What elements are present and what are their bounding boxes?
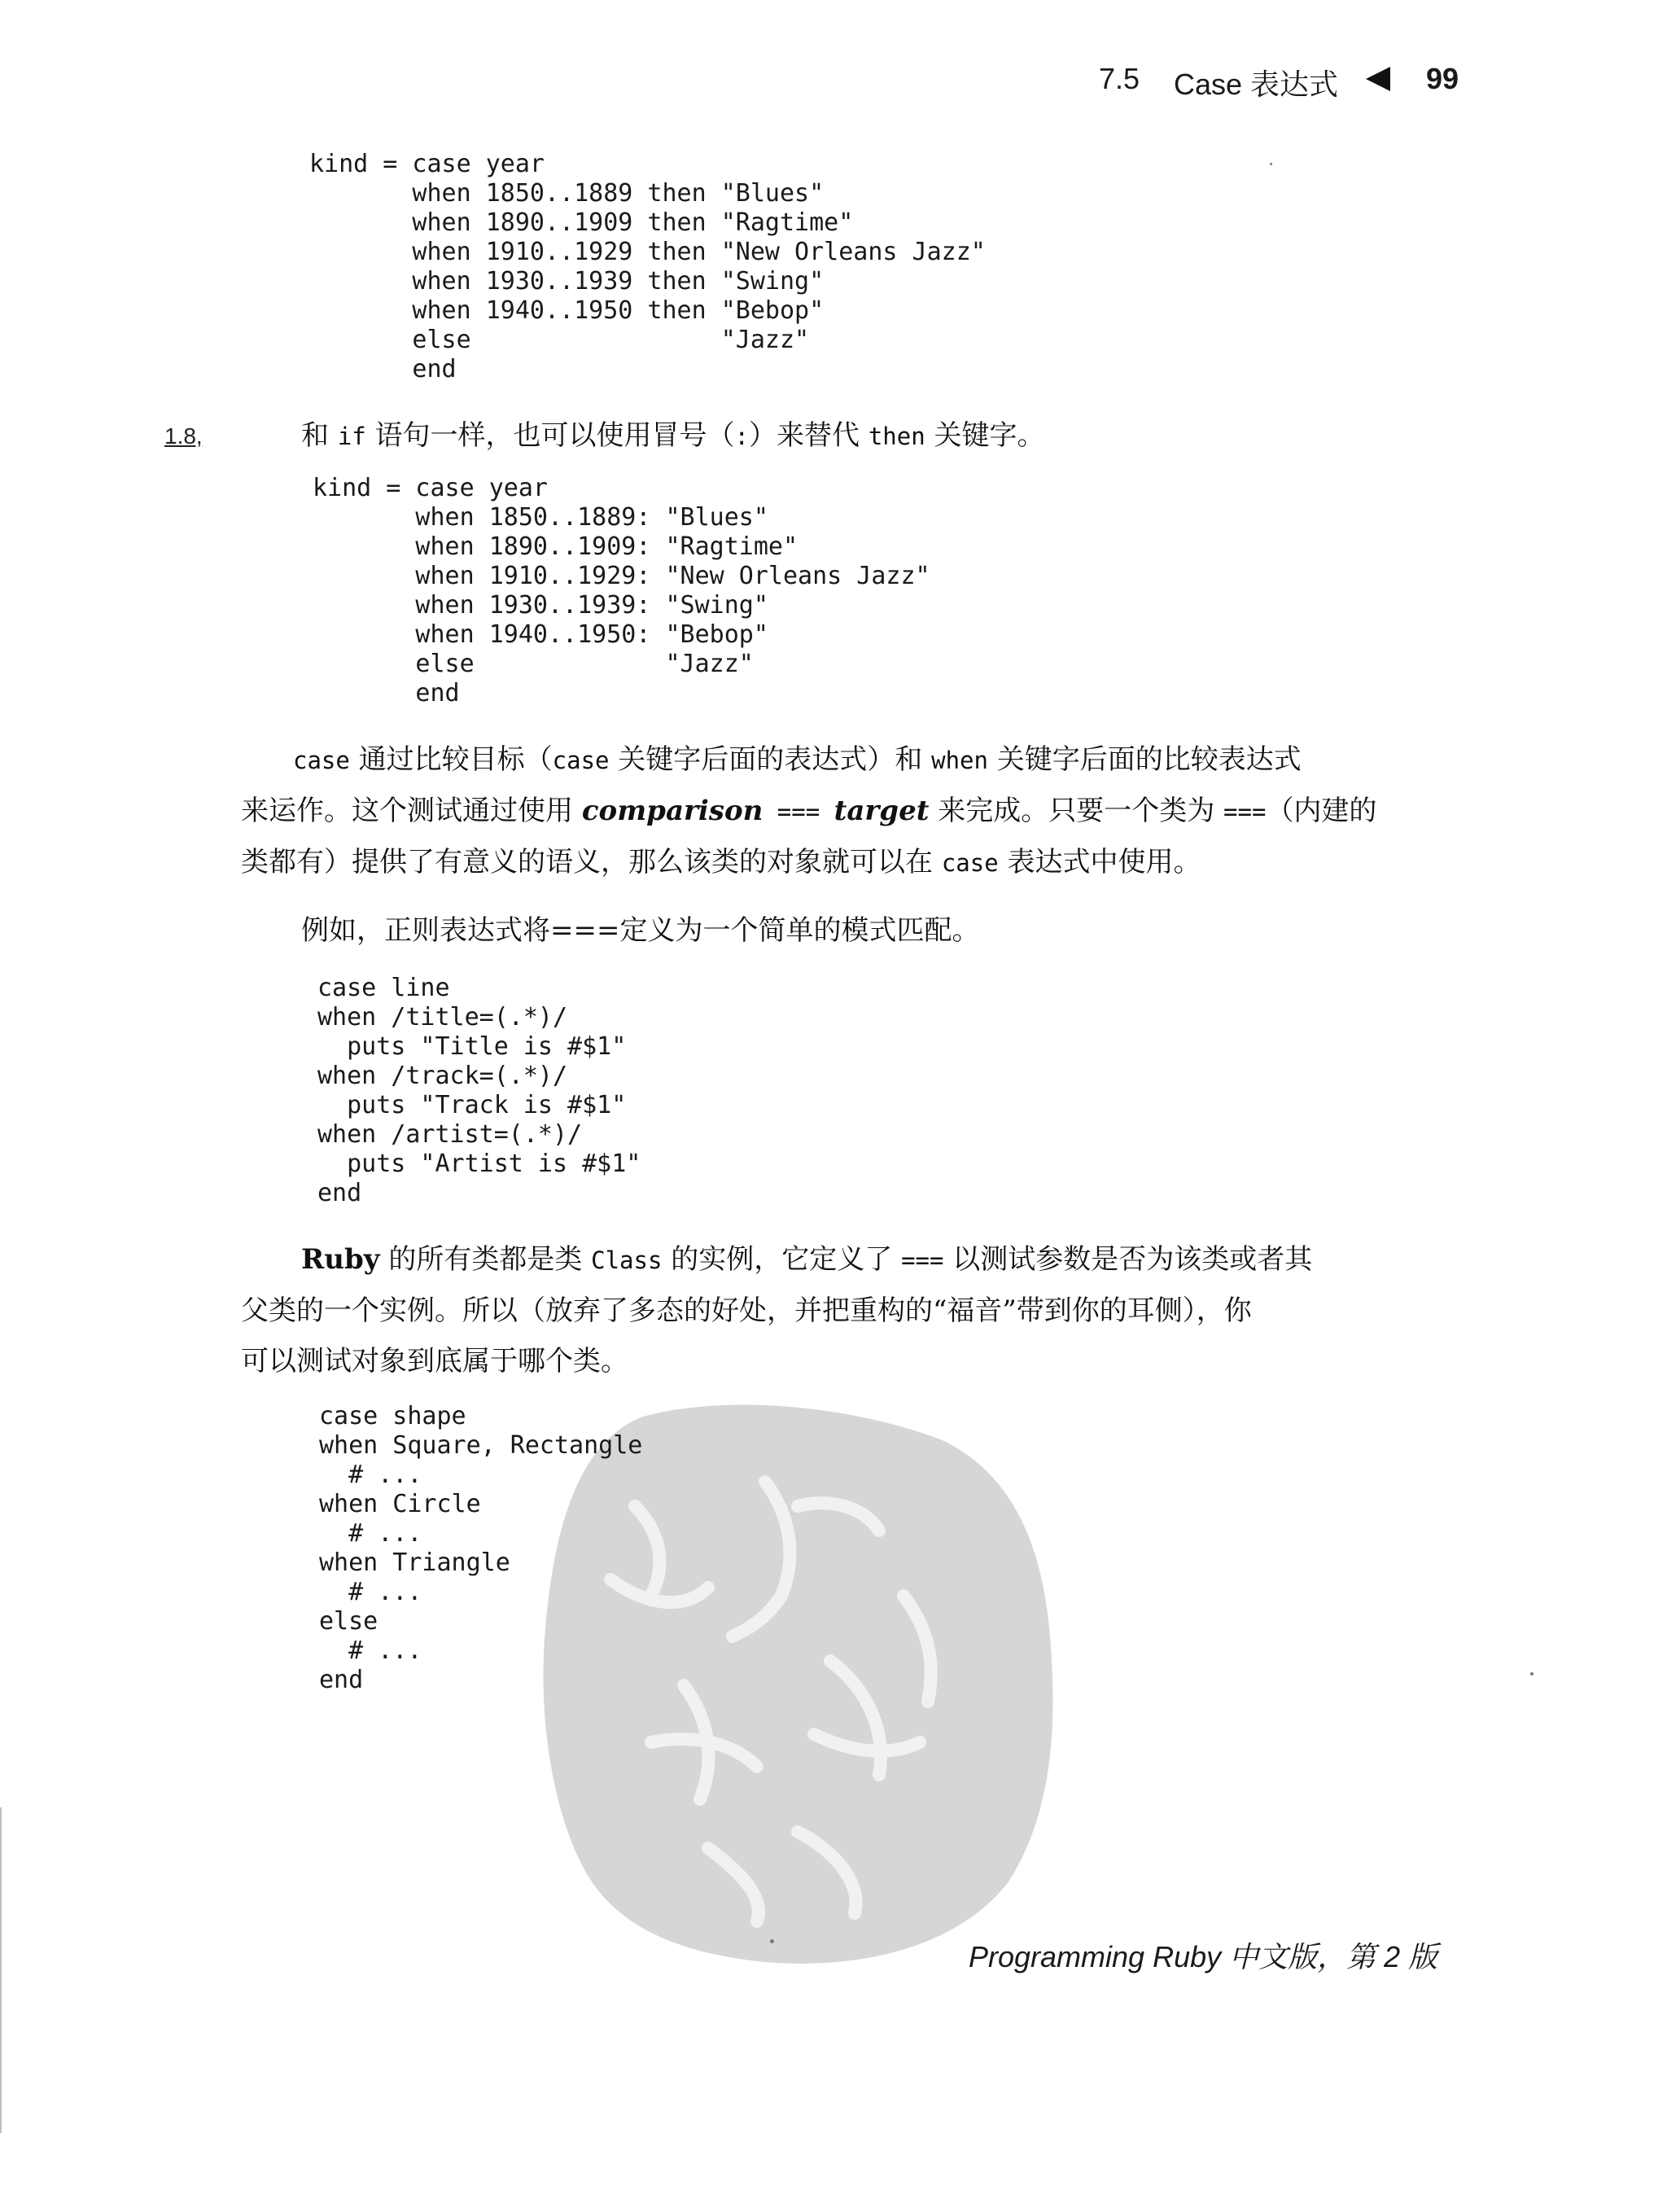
code-line: end: [309, 355, 457, 383]
text-run: 表达式中使用。: [998, 846, 1201, 878]
code-line: # ...: [319, 1461, 422, 1489]
paragraph-line: [241, 837, 1446, 888]
inline-code: then: [868, 423, 925, 450]
inline-code: case: [941, 849, 999, 877]
code-line: when Square, Rectangle: [319, 1431, 643, 1460]
scan-speck: [1530, 1672, 1534, 1675]
code-line: # ...: [319, 1578, 422, 1606]
code-line: when 1890..1909: "Ragtime": [313, 532, 798, 561]
text-run: 来完成。只要一个类为: [929, 795, 1224, 827]
code-line: when 1910..1929: "New Orleans Jazz": [313, 562, 930, 590]
inline-code: case: [293, 747, 350, 774]
code-line: else: [319, 1607, 378, 1636]
paragraph-line: 可以测试对象到底属于哪个类。: [241, 1345, 628, 1378]
inline-code: case: [552, 747, 610, 774]
emphasis-text: target: [834, 795, 930, 827]
code-block-regex: [317, 974, 641, 1208]
text-run: 和: [301, 419, 338, 452]
code-block-case-then: [309, 150, 986, 384]
scan-edge-line: [0, 1807, 2, 2133]
margin-note: 1.8,: [164, 423, 203, 449]
section-number: 7.5: [1099, 62, 1140, 95]
code-line: when 1940..1950: "Bebop": [313, 620, 768, 649]
paragraph-line: [241, 786, 1446, 837]
code-line: when 1850..1889: "Blues": [313, 503, 768, 532]
code-line: else "Jazz": [313, 650, 754, 678]
text-run: 的所有类都是类: [379, 1243, 592, 1276]
code-line: end: [313, 679, 460, 707]
text-run: 的实例，它定义了: [662, 1243, 902, 1276]
code-line: when 1940..1950 then "Bebop": [309, 296, 825, 325]
code-block-case-colon: [313, 474, 930, 708]
running-footer: Programming Ruby 中文版，第 2 版: [969, 1940, 1438, 1973]
code-block-class-shape: [319, 1402, 642, 1695]
code-line: when 1850..1889 then "Blues": [309, 179, 825, 208]
text-run: 以测试参数是否为该类或者其: [943, 1243, 1313, 1276]
code-line: # ...: [319, 1636, 422, 1665]
inline-code: :: [734, 423, 750, 450]
paragraph-line: 父类的一个实例。所以（放弃了多态的好处，并把重构的“福音”带到你的耳侧），你: [241, 1294, 1252, 1327]
inline-code: ===: [1223, 798, 1267, 826]
emphasis-text: comparison: [581, 795, 763, 827]
running-header: [1091, 55, 1481, 104]
code-line: when Circle: [319, 1490, 481, 1518]
code-line: when 1910..1929 then "New Orleans Jazz": [309, 238, 986, 266]
paragraph-case-comparison: [241, 734, 1446, 888]
bold-text: Ruby: [301, 1243, 380, 1276]
code-line: when 1930..1939: "Swing": [313, 591, 768, 620]
code-line: kind = case year: [313, 474, 548, 502]
code-line: end: [319, 1666, 364, 1694]
code-line: # ...: [319, 1519, 422, 1548]
text-run: 通过比较目标（: [349, 743, 553, 776]
code-line: puts "Artist is #$1": [317, 1150, 641, 1178]
code-line: when /title=(.*)/: [317, 1003, 568, 1032]
text-run: 语句一样，也可以使用冒号（: [365, 419, 735, 452]
code-line: case line: [317, 974, 450, 1002]
code-line: case shape: [319, 1402, 466, 1430]
text-run: 来运作。这个测试通过使用: [241, 795, 582, 827]
inline-code: when: [931, 747, 988, 774]
text-run: 关键字后面的表达式）和: [609, 743, 932, 776]
scan-speck: [1270, 163, 1272, 165]
section-title: Case 表达式: [1174, 68, 1339, 101]
triangle-marker-icon: [1366, 67, 1390, 91]
inline-code: ===: [763, 798, 834, 826]
code-line: kind = case year: [309, 150, 545, 178]
paragraph-regex-example: 例如，正则表达式将===定义为一个简单的模式匹配。: [301, 914, 980, 947]
code-line: else "Jazz": [309, 326, 810, 354]
text-run: ）来替代: [749, 419, 869, 452]
text-run: 关键字后面的比较表达式: [987, 743, 1302, 776]
code-line: end: [317, 1179, 362, 1207]
paragraph-line: [241, 1234, 1446, 1286]
text-run: 关键字。: [925, 419, 1045, 452]
scan-speck: [770, 1939, 774, 1943]
code-line: when 1890..1909 then "Ragtime": [309, 208, 854, 237]
inline-code: ===: [901, 1246, 944, 1274]
inline-code: if: [337, 423, 366, 450]
paragraph-colon-syntax: [301, 410, 1441, 462]
inline-code: Class: [591, 1246, 663, 1274]
paragraph-class-instances: [241, 1234, 1446, 1386]
code-line: when /artist=(.*)/: [317, 1120, 583, 1149]
page-number: 99: [1426, 62, 1459, 95]
code-line: when /track=(.*)/: [317, 1062, 568, 1090]
text-run: （内建的: [1266, 795, 1377, 827]
paragraph-line: [241, 734, 1446, 786]
code-line: when 1930..1939 then "Swing": [309, 267, 825, 296]
code-line: puts "Track is #$1": [317, 1091, 627, 1119]
code-line: when Triangle: [319, 1548, 510, 1577]
text-run: 类都有）提供了有意义的语义，那么该类的对象就可以在: [241, 846, 942, 878]
code-line: puts "Title is #$1": [317, 1032, 627, 1061]
